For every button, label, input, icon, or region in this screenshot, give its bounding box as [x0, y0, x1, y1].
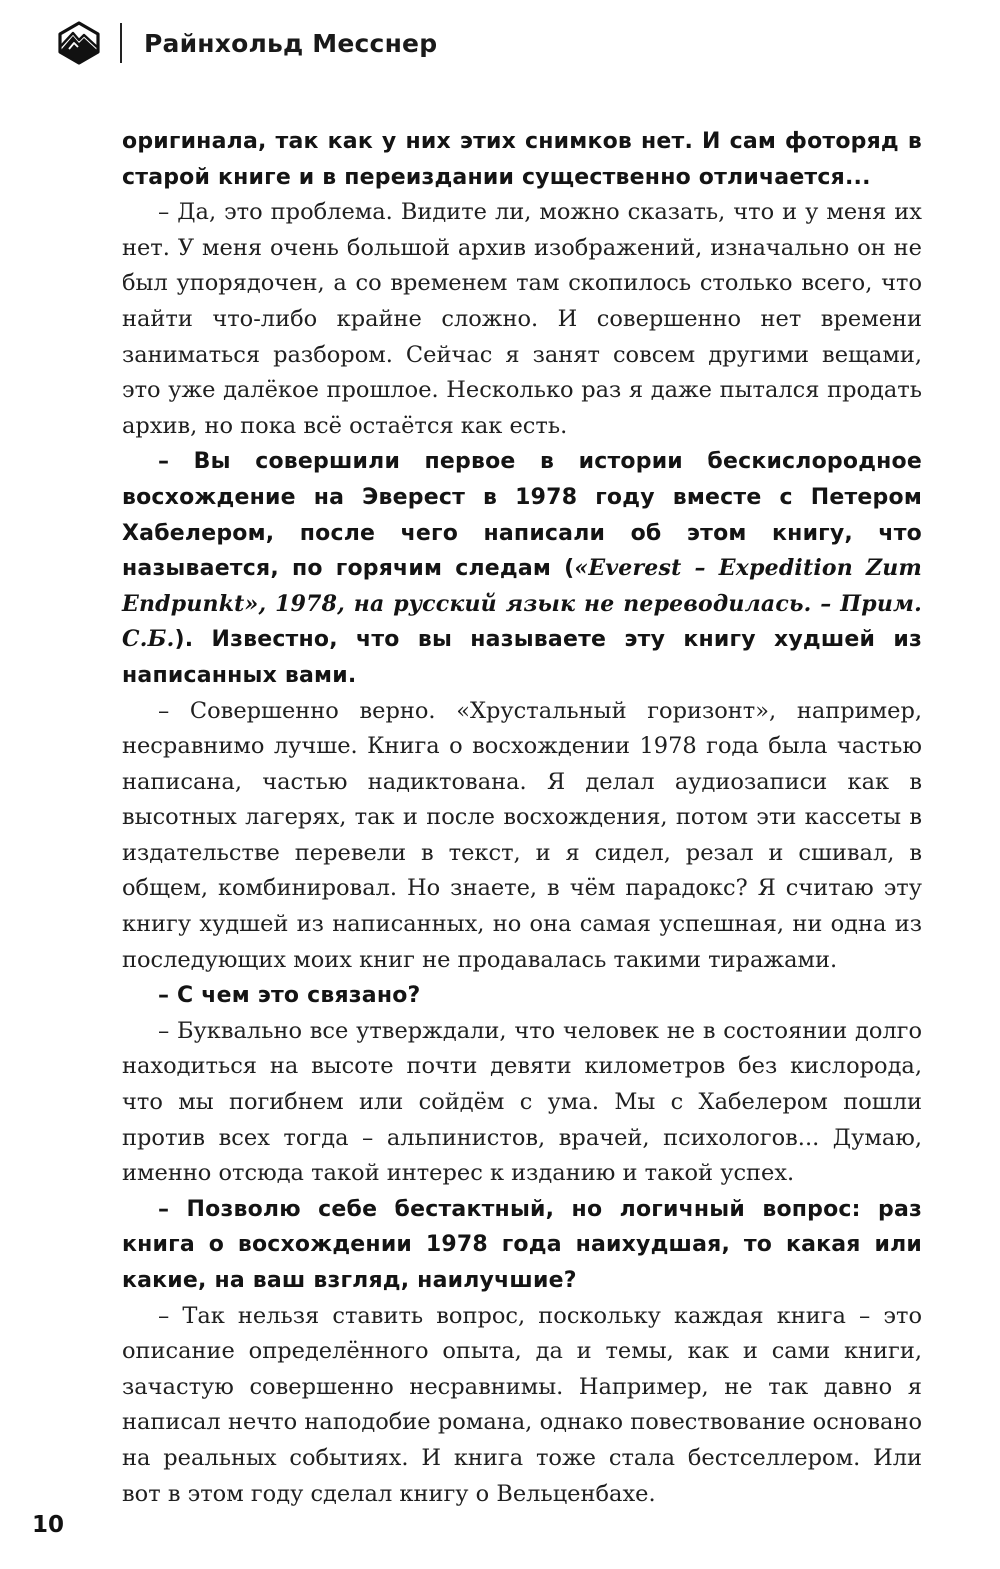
editor-note: «Everest – Expedition Zum Endpunkt», 1978, на русский язык не переводилась. – Прим. С.Б.: [122, 555, 922, 653]
question-text: – Вы совершили первое в истории бескислородное восхождение на Эверест в 1978 году вместе с Петером Хабелером, после чего написали об этом книгу, что называется, по горячим следам (: [122, 449, 922, 582]
question-text: – Позволю себе бестактный, но логичный вопрос: раз книга о восхождении 1978 года наихудшая, то какая или какие, на ваш взгляд, наилучшие?: [122, 1196, 922, 1293]
answer-text: – Буквально все утверждали, что человек не в состоянии долго находиться на высоте почти девяти километров без кислорода, что мы погибнем или сойдём с ума. Мы с Хабелером пошли против всех тогда – альпинистов, врачей, психологов... Думаю, именно отсюда такой интерес к изданию и такой успех.: [122, 1017, 922, 1187]
question-text: – С чем это связано?: [158, 983, 421, 1009]
question-text: оригинала, так как у них этих снимков нет. И сам фоторяд в старой книге и в переиздании существенно отличается...: [122, 129, 922, 190]
answer-text: – Совершенно верно. «Хрустальный горизонт», например, несравнимо лучше. Книга о восхождении 1978 года была частью написана, частью надиктована. Я делал аудиозаписи как в высотных лагерях, так и после восхождения, потом эти кассеты в издательстве перевели в текст, и я сидел, резал и сшивал, в общем, комбинировал. Но знаете, в чём парадокс? Я считаю эту книгу худшей из написанных, но она самая успешная, ни одна из последующих моих книг не продавалась такими тиражами.: [122, 697, 922, 973]
mountain-logo-icon: [56, 20, 102, 66]
paragraph-question: [122, 444, 922, 693]
running-header: [56, 16, 437, 70]
paragraph-answer: [122, 1014, 922, 1192]
paragraph-answer: [122, 694, 922, 979]
question-text-end: ). Известно, что вы называете эту книгу худшей из написанных вами.: [122, 627, 922, 688]
answer-text: – Да, это проблема. Видите ли, можно сказать, что и у меня их нет. У меня очень большой архив изображений, изначально он не был упорядочен, а со временем там скопилось столько всего, что найти что-либо крайне сложно. И совершенно нет времени заниматься разбором. Сейчас я занят совсем другими вещами, это уже далёкое прошлое. Несколько раз я даже пытался продать архив, но пока всё остаётся как есть.: [122, 199, 922, 439]
page-number: 10: [32, 1512, 65, 1538]
body-text: [122, 124, 922, 1512]
paragraph-answer: [122, 195, 922, 444]
answer-text: – Так нельзя ставить вопрос, поскольку каждая книга – это описание определённого опыта, да и темы, как и сами книги, зачастую совершенно несравнимы. Например, не так давно я написал нечто наподобие романа, однако повествование основано на реальных событиях. И книга тоже стала бестселлером. Или вот в этом году сделал книгу о Вельценбахе.: [122, 1302, 922, 1507]
paragraph-question: [122, 978, 922, 1014]
paragraph-answer: [122, 1299, 922, 1513]
header-divider: [120, 23, 122, 63]
author-name: Райнхольд Месснер: [144, 28, 438, 58]
paragraph-question-continued: [122, 124, 922, 195]
paragraph-question: [122, 1192, 922, 1299]
